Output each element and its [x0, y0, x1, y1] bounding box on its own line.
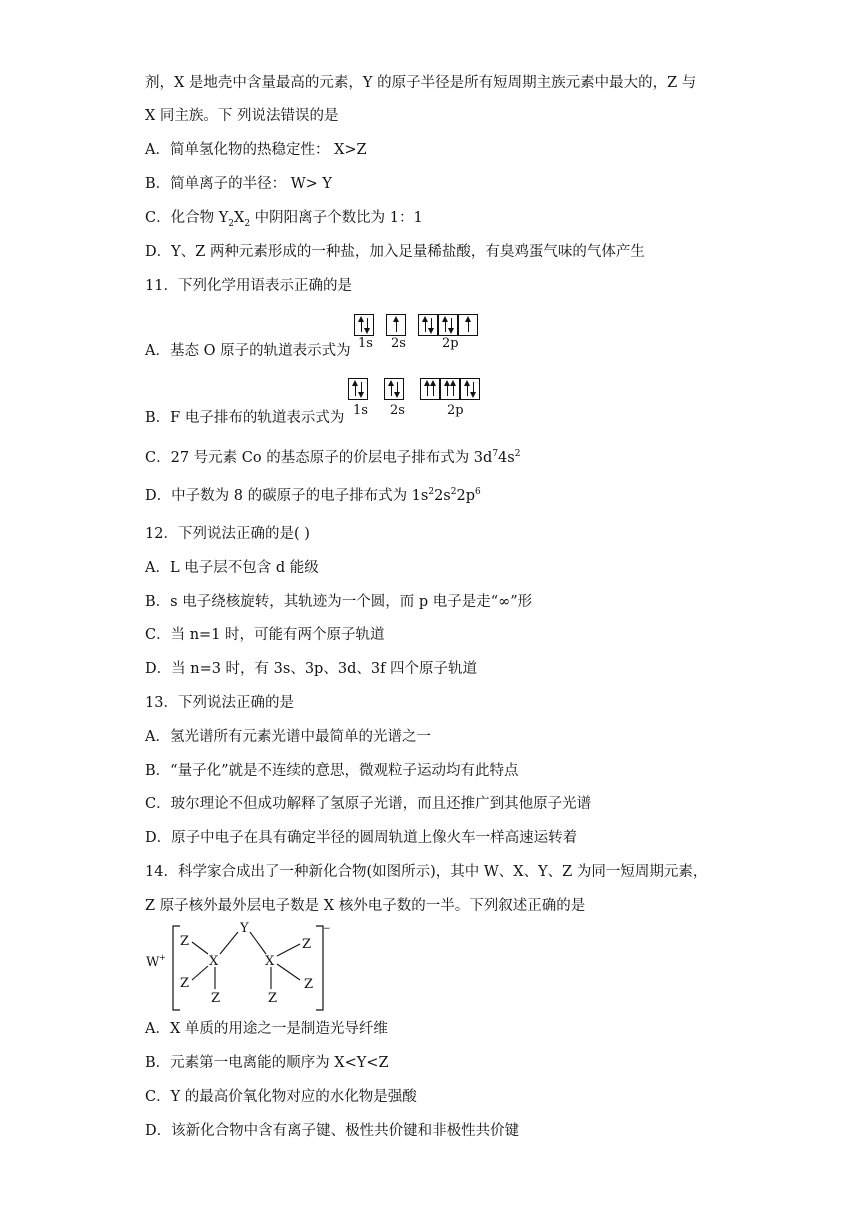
label-1s: 1s: [358, 336, 373, 351]
label-2s: 2s: [390, 403, 405, 418]
q12-option-d: D．当 n=3 时，有 3s、3p、3d、3f 四个原子轨道: [145, 661, 478, 677]
right-bracket: [316, 926, 323, 1010]
q10-stem-line1: 剂，X 是地壳中含量最高的元素，Y 的原子半径是所有短周期主族元素中最大的，Z 与: [145, 75, 697, 91]
struct-x2: X: [265, 954, 275, 969]
left-bracket: [173, 926, 180, 1010]
struct-w-charge: +: [159, 953, 166, 962]
q11-option-d: D．中子数为 8 的碳原子的电子排布式为 $1s^22s^22p^6$: [145, 487, 481, 504]
q10-option-c: C．化合物 $Y_2X_2$ 中阴阳离子个数比为 1：1: [145, 210, 423, 229]
q14-stem-line1: 14．科学家合成出了一种新化合物(如图所示)，其中 W、X、Y、Z 为同一短周期元素，: [145, 864, 708, 880]
q13-stem: 13．下列说法正确的是: [145, 695, 294, 711]
label-2p: 2p: [442, 336, 459, 351]
struct-w: W: [146, 955, 160, 970]
molecule-structure-diagram: [140, 918, 340, 1018]
q14-option-d: D．该新化合物中含有离子键、极性共价键和非极性共价键: [145, 1123, 520, 1139]
q10-option-d: D．Y、Z 两种元素形成的一种盐，加入足量稀盐酸，有臭鸡蛋气味的气体产生: [145, 244, 645, 260]
q13-option-c: C．玻尔理论不但成功解释了氢原子光谱，而且还推广到其他原子光谱: [145, 796, 592, 812]
struct-minus: −: [323, 924, 331, 934]
label-2s: 2s: [391, 336, 406, 351]
q12-option-b: B．s 电子绕核旋转，其轨迹为一个圆，而 p 电子是走“∞”形: [145, 594, 533, 610]
struct-x1: X: [209, 954, 219, 969]
q13-option-d: D．原子中电子在具有确定半径的圆周轨道上像火车一样高速运转着: [145, 830, 578, 846]
q11-stem: 11．下列化学用语表示正确的是: [145, 278, 352, 294]
q14-option-a: A．X 单质的用途之一是制造光导纤维: [145, 1021, 388, 1037]
q13-option-b: B．“量子化”就是不连续的意思，微观粒子运动均有此特点: [145, 763, 519, 779]
label-1s: 1s: [353, 403, 368, 418]
label-2p: 2p: [447, 403, 464, 418]
struct-z4: Z: [302, 937, 312, 952]
q12-option-c: C．当 n=1 时，可能有两个原子轨道: [145, 627, 385, 643]
q10-stem-line2: X 同主族。下 列说法错误的是: [145, 108, 339, 124]
struct-z5: Z: [304, 977, 314, 992]
q12-option-a: A．L 电子层不包含 d 能级: [145, 560, 319, 576]
struct-z1: Z: [180, 934, 190, 949]
q14-option-c: C．Y 的最高价氧化物对应的水化物是强酸: [145, 1089, 417, 1105]
q11-option-b: B．F 电子排布的轨道表示式为: [145, 410, 345, 426]
struct-z2: Z: [180, 976, 190, 991]
q10-option-b: B．简单离子的半径： W> Y: [145, 176, 332, 192]
struct-z3: Z: [211, 991, 221, 1006]
q13-option-a: A．氢光谱所有元素光谱中最简单的光谱之一: [145, 729, 431, 745]
q14-stem-line2: Z 原子核外最外层电子数是 X 核外电子数的一半。下列叙述正确的是: [145, 898, 586, 914]
q12-stem: 12．下列说法正确的是( ): [145, 526, 310, 542]
q14-option-b: B．元素第一电离能的顺序为 X<Y<Z: [145, 1055, 389, 1071]
q11-option-c: C．27 号元素 Co 的基态原子的价层电子排布式为 $3d^74s^2$: [145, 449, 521, 466]
q10-option-a: A．简单氢化物的热稳定性： X>Z: [145, 142, 367, 158]
q11-option-a: A．基态 O 原子的轨道表示式为: [145, 343, 351, 359]
struct-y: Y: [240, 921, 249, 936]
struct-z6: Z: [268, 991, 278, 1006]
